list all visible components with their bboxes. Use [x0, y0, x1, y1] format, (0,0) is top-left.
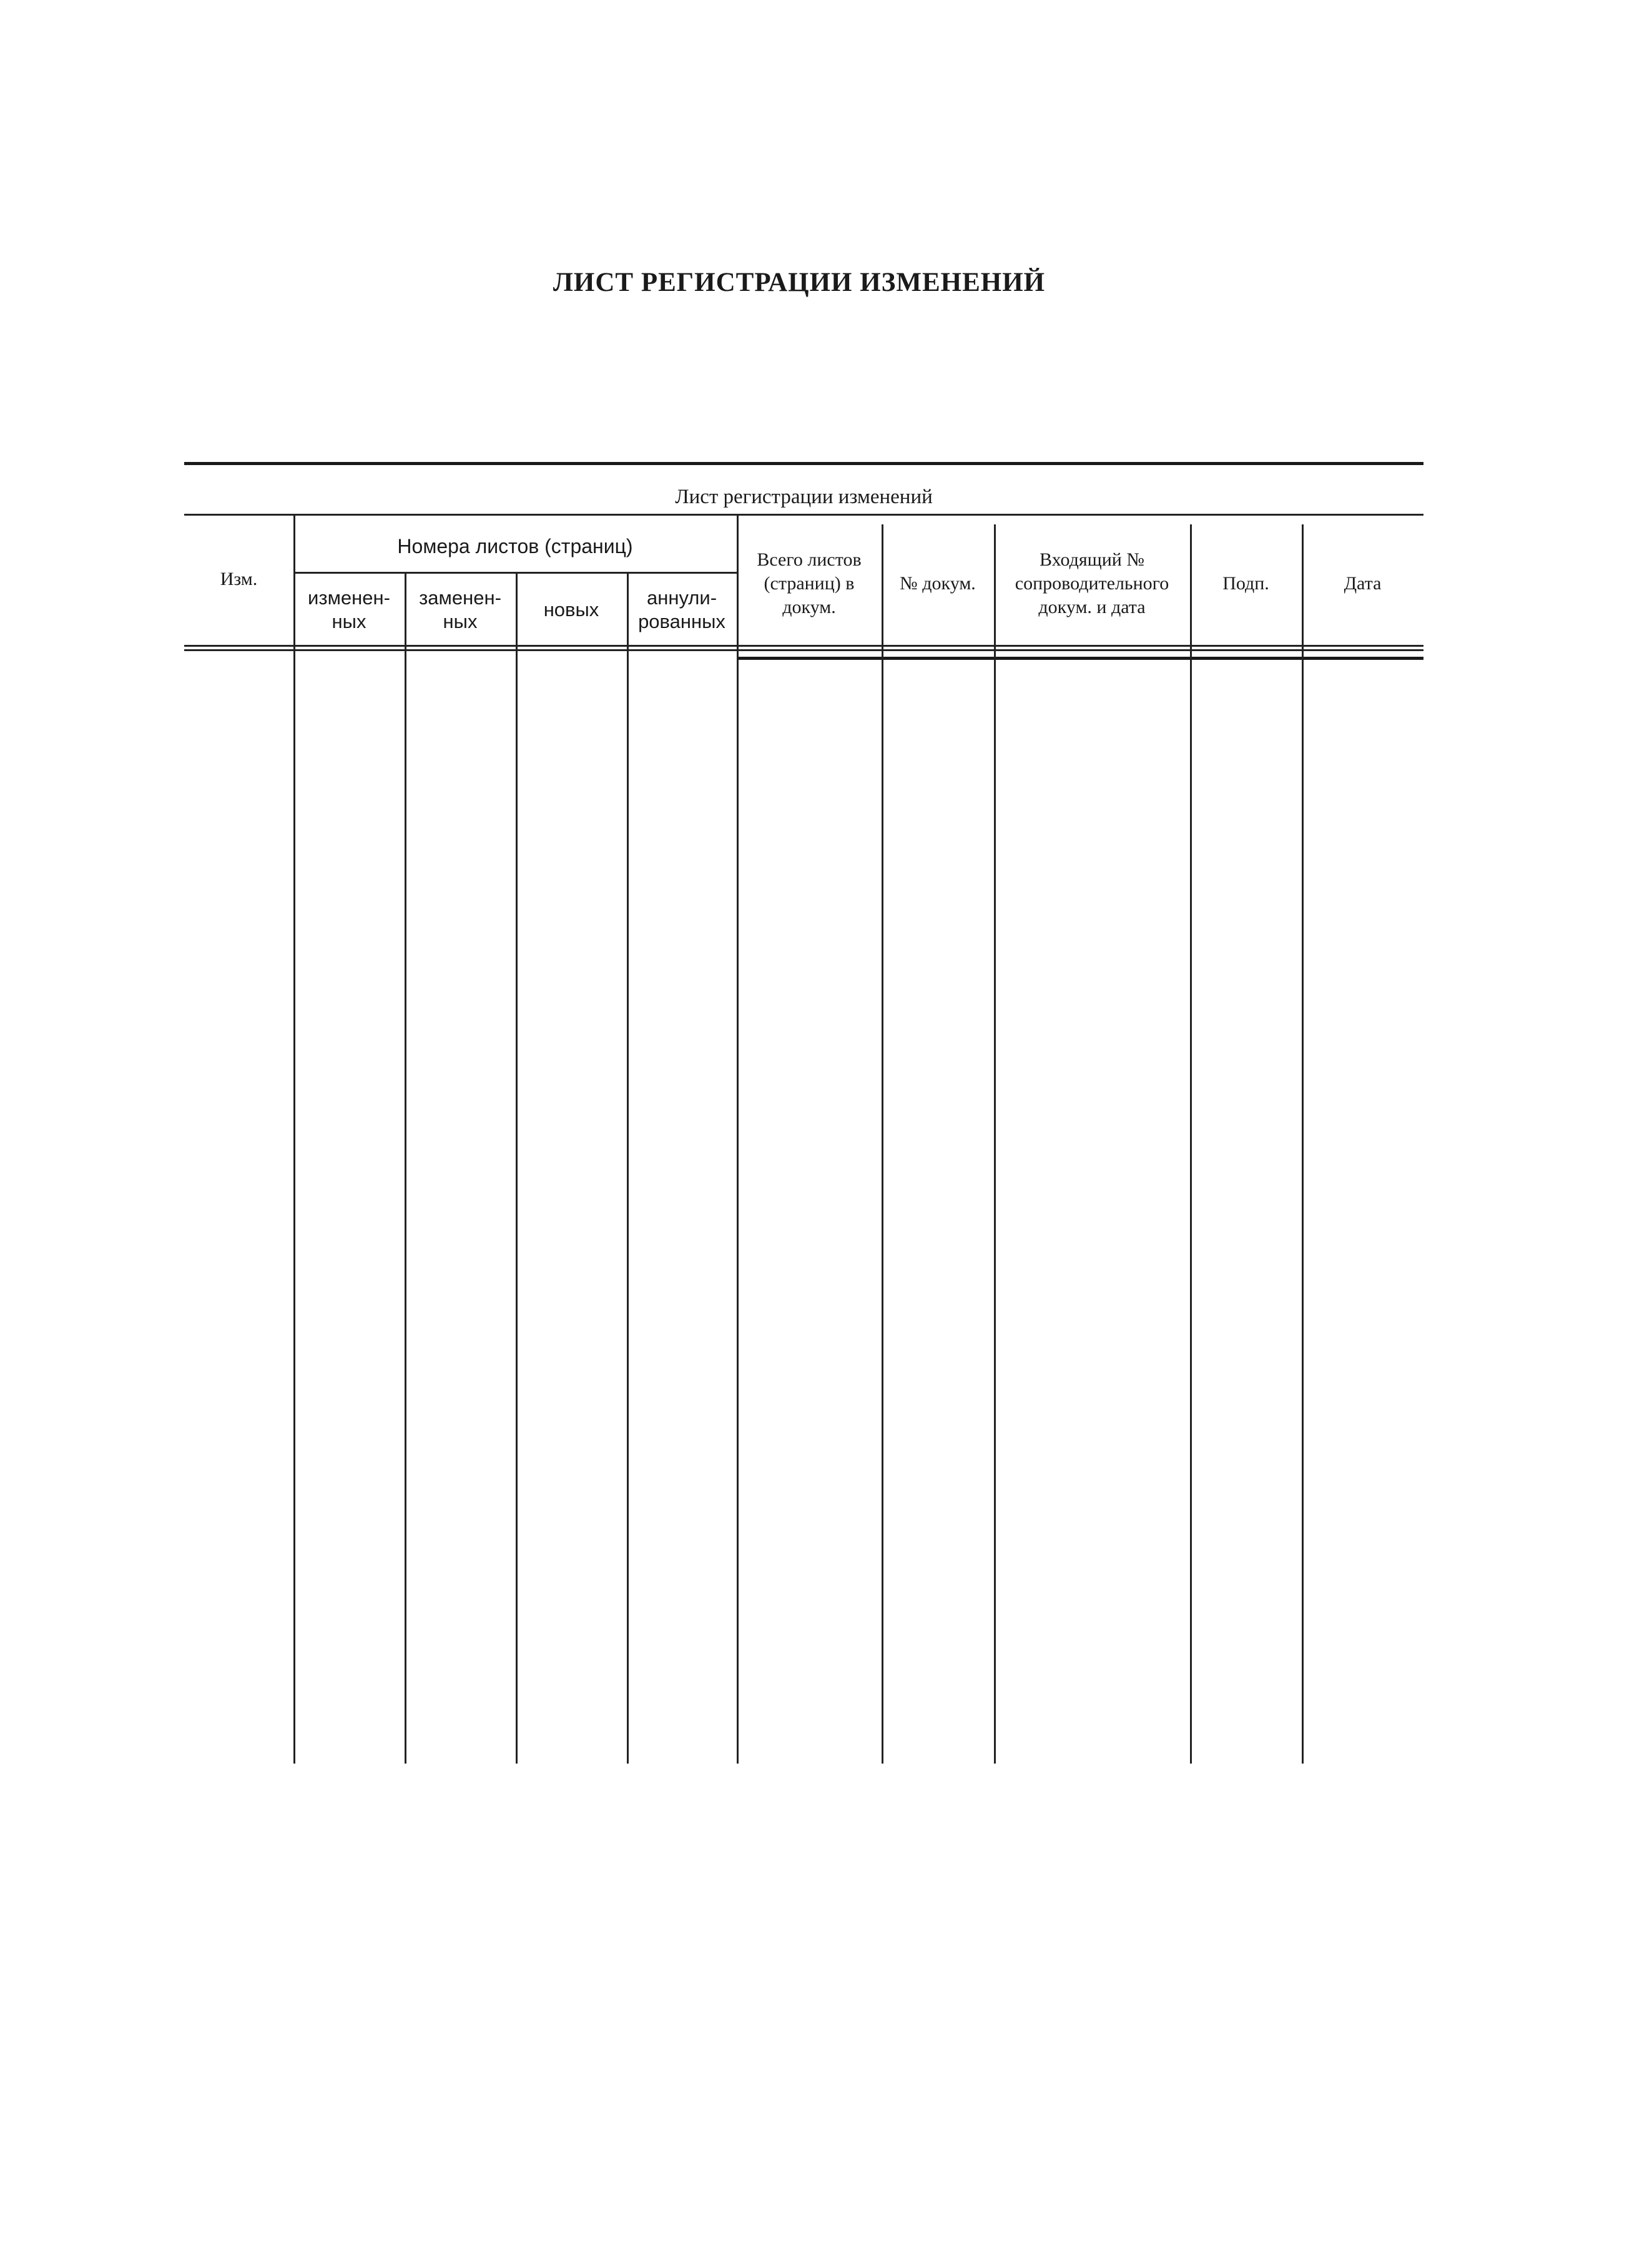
header-total-sheets	[737, 537, 882, 631]
table-caption-text: Лист регистрации изменений	[675, 486, 933, 508]
header-total-line1: Всего листов	[757, 549, 862, 570]
group-header-rule	[293, 572, 737, 574]
table-top-rule	[184, 462, 1423, 465]
table-caption	[184, 479, 1423, 514]
header-incoming-line3: докум. и дата	[1038, 597, 1146, 617]
header-annulled	[627, 576, 737, 644]
header-doc-no-text: № докум.	[900, 573, 976, 594]
header-annulled-line2: рованных	[638, 611, 725, 632]
header-bottom-rule-right	[737, 657, 1423, 660]
header-bottom-rule	[184, 645, 1423, 651]
header-replaced	[405, 576, 516, 644]
table-body	[184, 662, 1423, 1764]
header-total-line3: докум.	[782, 597, 836, 617]
header-izm-text: Изм.	[220, 569, 258, 589]
header-new-text: новых	[543, 599, 599, 621]
header-changed-line1: изменен-	[308, 587, 390, 609]
header-sheet-numbers-group-text: Номера листов (страниц)	[397, 535, 633, 557]
header-new	[516, 576, 627, 644]
header-doc-no	[882, 524, 994, 643]
page-title: ЛИСТ РЕГИСТРАЦИИ ИЗМЕНЕНИЙ	[553, 268, 1046, 297]
header-date	[1302, 524, 1423, 643]
header-replaced-line2: ных	[443, 611, 478, 632]
header-replaced-line1: заменен-	[419, 587, 501, 609]
header-incoming	[994, 537, 1190, 631]
header-total-line2: (страниц) в	[764, 573, 855, 594]
header-changed-line2: ных	[332, 611, 366, 632]
header-izm	[184, 514, 293, 645]
header-signature	[1190, 524, 1302, 643]
header-incoming-line1: Входящий №	[1039, 549, 1144, 570]
header-date-text: Дата	[1344, 573, 1382, 594]
header-changed	[293, 576, 405, 644]
header-sheet-numbers-group	[293, 521, 737, 571]
header-annulled-line1: аннули-	[646, 587, 717, 609]
header-incoming-line2: сопроводительного	[1015, 573, 1169, 594]
header-signature-text: Подп.	[1222, 573, 1269, 594]
